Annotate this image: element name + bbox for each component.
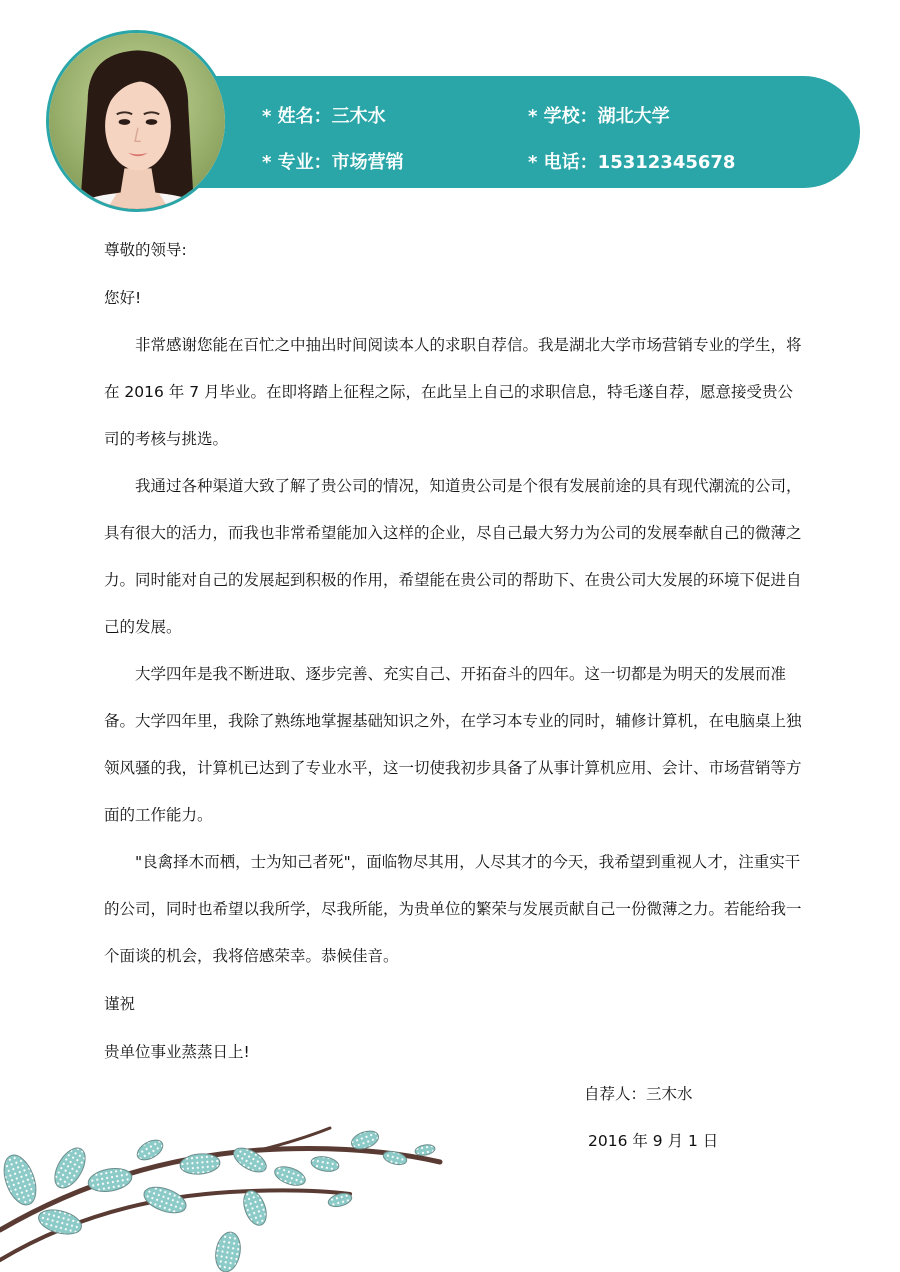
- avatar: [46, 30, 228, 212]
- school-field: * 学校：湖北大学: [528, 106, 670, 127]
- closing-wish: 谨祝: [104, 995, 136, 1013]
- name-field: * 姓名：三木水: [262, 106, 386, 127]
- paragraph-1: [104, 322, 806, 463]
- cover-letter: [104, 226, 806, 1076]
- salutation: 尊敬的领导:: [104, 241, 187, 259]
- paragraph-4: [104, 839, 806, 980]
- major-field: * 专业：市场营销: [262, 152, 404, 173]
- portrait-photo: [49, 33, 225, 209]
- paragraph-text: 我通过各种渠道大致了解了贵公司的情况，知道贵公司是个很有发展前途的具有现代潮流的公司，具有很大的活力，而我也非常希望能加入这样的企业，尽自己最大努力为公司的发展奉献自己的微薄之力。同时能对自己的发展起到积极的作用，希望能在贵公司的帮助下、在贵公司大发展的环境下促进自己的发展。: [104, 477, 802, 636]
- greeting: 您好!: [104, 289, 142, 307]
- paragraph-3: [104, 651, 806, 839]
- paragraph-2: [104, 463, 806, 651]
- leaf-branch-decoration: [0, 1120, 470, 1272]
- paragraph-text: "良禽择木而栖，士为知己者死"，面临物尽其用，人尽其才的今天，我希望到重视人才，注重实干的公司，同时也希望以我所学，尽我所能，为贵单位的繁荣与发展贡献自己一份微薄之力。若能给我一个面谈的机会，我将倍感荣幸。恭候佳音。: [104, 853, 802, 965]
- letter-date: 2016 年 9 月 1 日: [588, 1132, 719, 1150]
- signer: 自荐人：三木水: [584, 1085, 693, 1103]
- closing-blessing: 贵单位事业蒸蒸日上!: [104, 1043, 250, 1061]
- paragraph-text: 非常感谢您能在百忙之中抽出时间阅读本人的求职自荐信。我是湖北大学市场营销专业的学生，将在 2016 年 7 月毕业。在即将踏上征程之际，在此呈上自己的求职信息，特毛遂自荐，愿意接受贵公司的考核与挑选。: [104, 336, 802, 448]
- phone-field: * 电话：15312345678: [528, 152, 736, 173]
- paragraph-text: 大学四年是我不断进取、逐步完善、充实自己、开拓奋斗的四年。这一切都是为明天的发展而准备。大学四年里，我除了熟练地掌握基础知识之外，在学习本专业的同时，辅修计算机，在电脑桌上独领风骚的我，计算机已达到了专业水平，这一切使我初步具备了从事计算机应用、会计、市场营销等方面的工作能力。: [104, 665, 802, 824]
